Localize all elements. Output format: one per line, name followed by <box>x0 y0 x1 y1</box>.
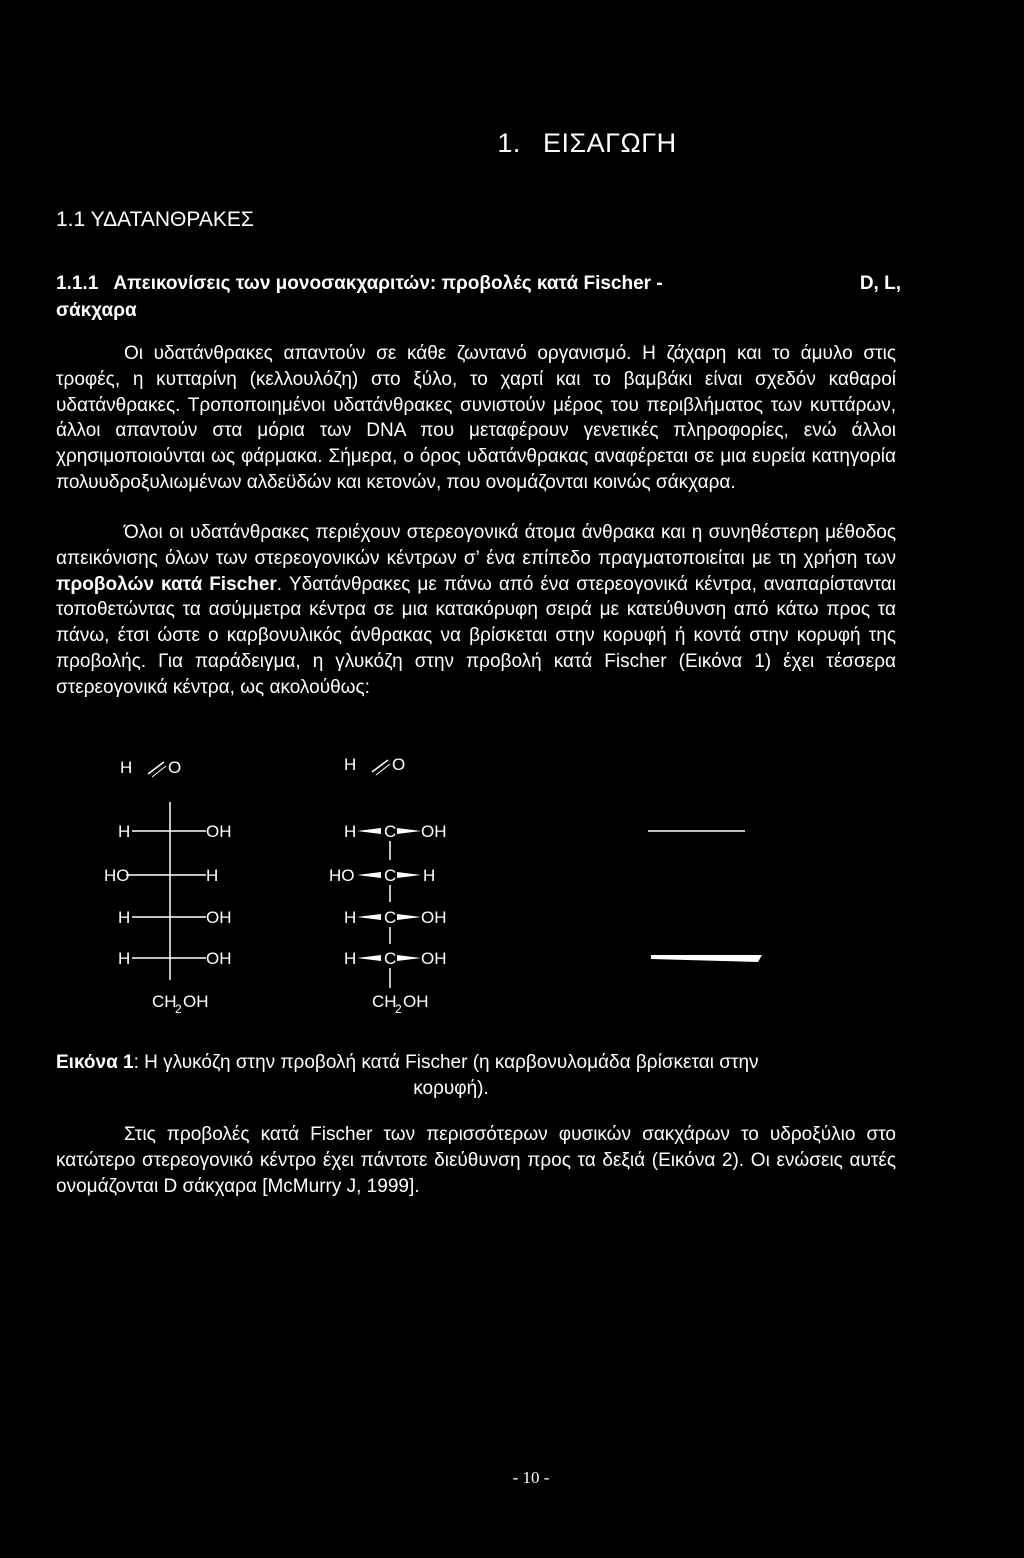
subsection-title: Απεικονίσεις των μονοσακχαριτών: προβολές κατά Fischer - <box>113 273 663 294</box>
wedge-row4-c: C <box>384 949 397 968</box>
wedge-ch2-oh: OH <box>403 992 429 1011</box>
section-name: ΥΔΑΤΑΝΘΡΑΚΕΣ <box>90 208 254 231</box>
fischer-row2-right: H <box>206 866 219 885</box>
section-number: 1.1 <box>56 208 86 231</box>
fischer-ch2-sub: 2 <box>175 1002 182 1016</box>
caption-label: Εικόνα 1 <box>56 1052 134 1073</box>
aldehyde-o: O <box>168 758 182 777</box>
fischer-row1-right: OH <box>206 822 232 841</box>
wedge-row2-left: HO <box>329 866 355 885</box>
fischer-row3-left: H <box>118 908 131 927</box>
chapter-number: 1. <box>497 128 521 158</box>
paragraph-d-sugars: Στις προβολές κατά Fischer των περισσότερων φυσικών σακχάρων το υδροξύλιο στο κατώτερο στερεογονικό κέντρο έχει πάντοτε διεύθυνση προς τα δεξιά (Εικόνα 2). Οι ενώσεις αυτές ονομάζονται D σάκχαρα [McMurry J, 1999]. <box>56 1124 896 1197</box>
wedge-projection <box>329 755 447 1016</box>
wedge-ch2-sub: 2 <box>395 1002 402 1016</box>
fischer-row4-left: H <box>118 949 131 968</box>
fischer-row1-left: H <box>118 822 131 841</box>
aldehyde-bond <box>148 762 164 774</box>
subsection-heading <box>56 270 901 324</box>
paragraph-intro: Οι υδατάνθρακες απαντούν σε κάθε ζωντανό οργανισμό. Η ζάχαρη και το άμυλο στις τροφές, η κυτταρίνη (κελλουλόζη) στο ξύλο, το χαρτί και το βαμβάκι είναι σχεδόν καθαροί υδατάνθρακες. Τροποποιημένοι υδατάνθρακες συνιστούν μέρος του περιβλήματος των κυττάρων, άλλοι απαντούν στα μόρια των DNA που μεταφέρουν γενετικές πληροφορίες, ενώ άλλοι χρησιμοποιούνται ως φάρμακα. Σήμερα, ο όρος υδατάνθρακας αναφέρεται σε μια ευρεία κατηγορία πολυυδροξυλιωμένων αλδεϋδών και κετονών, που ονομάζονται κοινώς σάκχαρα. <box>56 343 896 493</box>
wedge-row1-c: C <box>384 822 397 841</box>
subsection-title-cont: σάκχαρα <box>56 300 137 321</box>
wedge-row3-right: OH <box>421 908 447 927</box>
fischer-row2-left: HO <box>104 866 130 885</box>
fischer-row4-right: OH <box>206 949 232 968</box>
fischer-term: προβολών κατά Fischer <box>56 573 277 595</box>
subsection-number: 1.1.1 <box>56 273 99 294</box>
legend-wedge-bond <box>651 955 762 962</box>
aldehyde-h: H <box>120 758 133 777</box>
glucose-figure <box>0 740 1024 1030</box>
chapter-title <box>0 128 1024 159</box>
chapter-name: ΕΙΣΑΓΩΓΗ <box>542 128 677 158</box>
aldehyde-double-bond <box>152 766 166 777</box>
caption-text-cont: κορυφή). <box>413 1078 489 1099</box>
wedge-row3-c: C <box>384 908 397 927</box>
paragraph-fischer: Όλοι οι υδατάνθρακες περιέχουν στερεογονικά άτομα άνθρακα και η συνηθέστερη μέθοδος απεικόνισης όλων των στερεογονικών κέντρων σ’ ένα επίπεδο πραγματοποιείται με τη χρήση των προβολών κατά Fischer. Υδατάνθρακες με πάνω από ένα στερεογονικά κέντρα, αναπαρίστανται τοποθετώντας τα ασύμμετρα κέντρα σε μια κατακόρυφη σειρά με κατεύθυνση από κάτω προς τα πάνω, έτσι ώστε ο καρβονυλικός άνθρακας να βρίσκεται στην κορυφή ή κοντά στην κορυφή της προβολής. Για παράδειγμα, η γλυκόζη στην προβολή κατά Fischer (Εικόνα 1) έχει τέσσερα στερεογονικά κέντρα, ως ακολούθως: <box>56 522 896 698</box>
wedge-row3-left: H <box>344 908 357 927</box>
wedge-row1-left: H <box>344 822 357 841</box>
fischer-row3-right: OH <box>206 908 232 927</box>
caption-text: : Η γλυκόζη στην προβολή κατά Fischer (η καρβονυλομάδα βρίσκεται στην <box>133 1052 759 1073</box>
fischer-projection <box>104 758 232 1016</box>
fischer-ch2-oh: OH <box>183 992 209 1011</box>
wedge-row4-left: H <box>344 949 357 968</box>
wedge-row2-c: C <box>384 866 397 885</box>
wedge-row2-right: H <box>423 866 436 885</box>
wedge-row1-right: OH <box>421 822 447 841</box>
subsection-dl: D, L, <box>859 273 901 294</box>
wedge-row4-right: OH <box>421 949 447 968</box>
fischer-ch2: CH <box>152 992 177 1011</box>
wedge-aldehyde-h: H <box>344 755 357 774</box>
page-number: - 10 - <box>512 1468 550 1487</box>
figure-caption <box>56 1050 936 1102</box>
section-title <box>56 208 254 232</box>
wedge-aldehyde-o: O <box>392 755 406 774</box>
wedge-ch2: CH <box>372 992 397 1011</box>
